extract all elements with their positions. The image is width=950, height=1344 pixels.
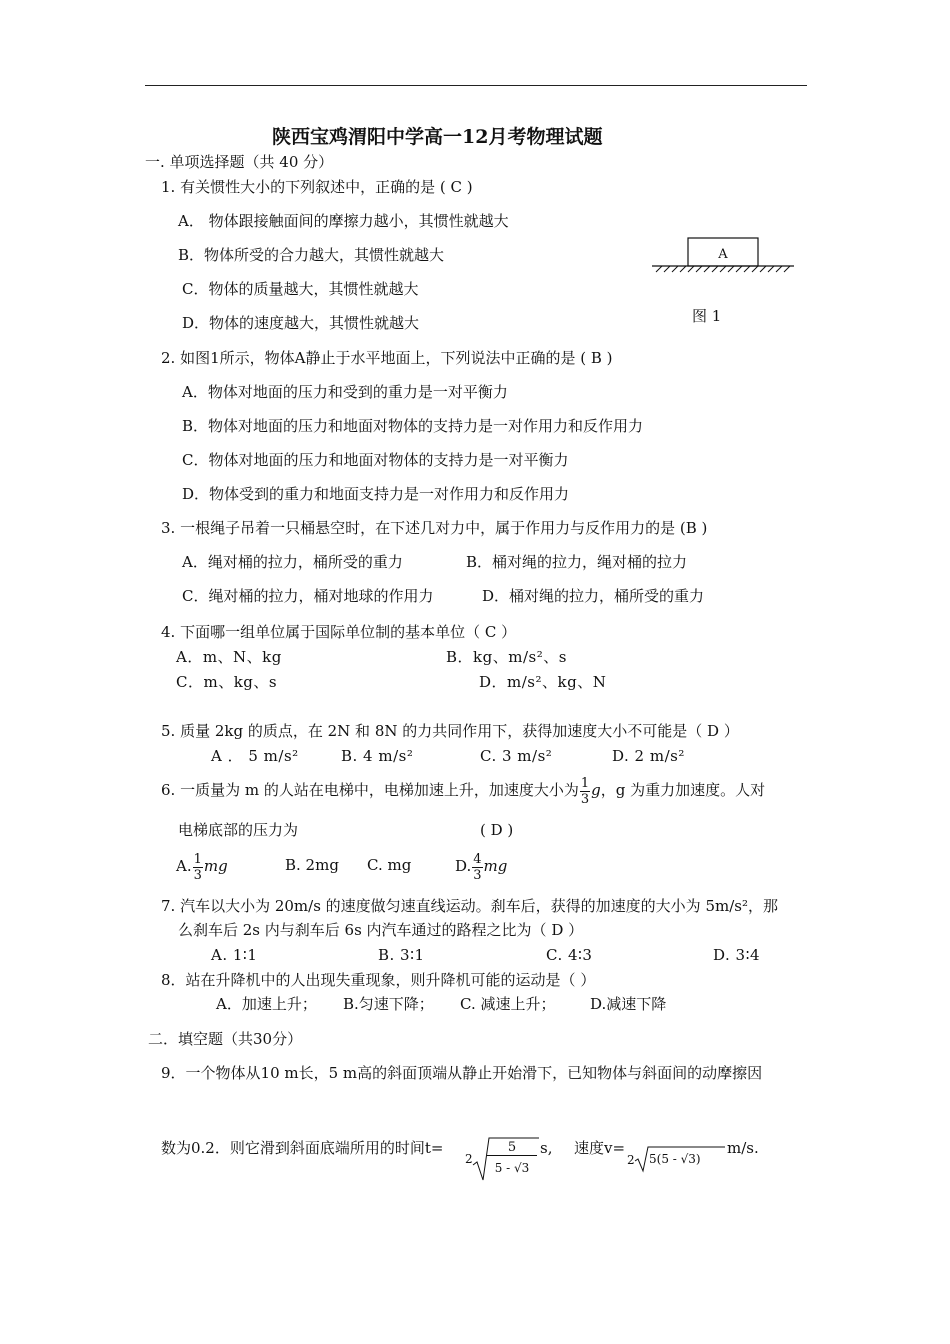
q7-option-d: D. 3∶4	[713, 946, 761, 964]
q3-option-d: D．桶对绳的拉力，桶所受的重力	[482, 587, 705, 605]
q6-option-d: D. $\frac{4}{3}$ mg	[455, 851, 508, 883]
q6-stem	[161, 771, 765, 809]
q7-stem-line2: 么刹车后 2s 内与刹车后 6s 内汽车通过的路程之比为（ D ）	[178, 921, 584, 939]
q9-time-den: 5 - √3	[494, 1161, 530, 1175]
figure-1-diagram	[648, 236, 798, 276]
q1-option-a: A． 物体跟接触面间的摩擦力越小，其惯性就越大	[178, 212, 509, 230]
q9-velocity-radicand: 5(5 - √3)	[649, 1152, 701, 1166]
q2-option-c: C．物体对地面的压力和地面对物体的支持力是一对平衡力	[182, 451, 569, 469]
q9-velocity-coef: 2	[627, 1153, 635, 1167]
q5-option-a: A ． 5 m/s²	[211, 747, 299, 765]
q6-option-a: A. $\frac{1}{3}$ mg	[176, 851, 228, 883]
section2-heading: 二．填空题（共30分）	[148, 1030, 303, 1048]
q6-fraction: $\frac{1}{3}$	[580, 775, 590, 807]
q8-option-d: D.减速下降	[590, 995, 667, 1013]
q6-stem-line2: 电梯底部的压力为	[178, 821, 299, 839]
page-title: 陕西宝鸡渭阳中学高一12月考物理试题	[272, 126, 603, 148]
q8-option-b: B.匀速下降；	[343, 995, 434, 1013]
block-a-label: A	[718, 247, 728, 262]
q1-option-b: B．物体所受的合力越大，其惯性就越大	[178, 246, 445, 264]
q4-stem: 4. 下面哪一组单位属于国际单位制的基本单位（ C ）	[161, 623, 517, 641]
ground-hatching	[656, 266, 790, 272]
q6-fraction-var: g	[591, 781, 601, 799]
figure-1-caption: 图 1	[692, 307, 722, 325]
q7-option-c: C. 4∶3	[546, 946, 593, 964]
section1-heading: 一. 单项选择题（共 40 分）	[145, 153, 334, 171]
q3-option-a: A．绳对桶的拉力，桶所受的重力	[182, 553, 403, 571]
q9-time-unit: s,	[540, 1139, 553, 1157]
q1-option-c: C．物体的质量越大，其惯性就越大	[182, 280, 419, 298]
q6-option-b: B. 2mg	[285, 856, 339, 874]
q4-option-a: A．m、N、kg	[176, 648, 282, 666]
q6-answer: ( D )	[480, 821, 514, 839]
q6-stem-pre: 6. 一质量为 m 的人站在电梯中，电梯加速上升，加速度大小为	[161, 781, 579, 799]
header-rule	[145, 85, 807, 86]
q7-option-a: A. 1∶1	[211, 946, 258, 964]
q2-option-b: B．物体对地面的压力和地面对物体的支持力是一对作用力和反作用力	[182, 417, 644, 435]
q6-option-c: C. mg	[367, 856, 412, 874]
q2-option-d: D．物体受到的重力和地面支持力是一对作用力和反作用力	[182, 485, 570, 503]
q4-option-d: D．m/s²、kg、N	[479, 673, 607, 691]
q7-option-b: B. 3∶1	[378, 946, 425, 964]
q6-stem-post: ，g 为重力加速度。人对	[600, 781, 766, 799]
q5-option-c: C. 3 m/s²	[480, 747, 553, 765]
q9-velocity-unit: m/s.	[727, 1139, 759, 1157]
q9-velocity-label: 速度v=	[574, 1139, 626, 1157]
q9-time-coef: 2	[465, 1152, 473, 1166]
q3-option-c: C．绳对桶的拉力，桶对地球的作用力	[182, 587, 434, 605]
q2-stem: 2. 如图1所示，物体A静止于水平地面上，下列说法中正确的是 ( B )	[161, 349, 613, 367]
q1-option-d: D．物体的速度越大，其惯性就越大	[182, 314, 420, 332]
q9-line1: 9．一个物体从10 m长，5 m高的斜面顶端从静止开始滑下，已知物体与斜面间的动摩擦因	[161, 1064, 763, 1082]
q2-option-a: A．物体对地面的压力和受到的重力是一对平衡力	[182, 383, 508, 401]
q8-option-a: A．加速上升；	[216, 995, 317, 1013]
q9-line2: 数为0.2．则它滑到斜面底端所用的时间t=	[161, 1139, 444, 1157]
q3-stem: 3. 一根绳子吊着一只桶悬空时，在下述几对力中，属于作用力与反作用力的是 (B )	[161, 519, 708, 537]
q9-velocity-formula	[627, 1145, 727, 1175]
q1-stem: 1. 有关惯性大小的下列叙述中，正确的是 ( C )	[161, 178, 473, 196]
q3-option-b: B．桶对绳的拉力，绳对桶的拉力	[466, 553, 688, 571]
q5-stem: 5. 质量 2kg 的质点，在 2N 和 8N 的力共同作用下，获得加速度大小不可能是（ D ）	[161, 722, 739, 740]
q5-option-b: B. 4 m/s²	[341, 747, 414, 765]
q4-option-b: B．kg、m/s²、s	[446, 648, 567, 666]
q7-stem-line1: 7. 汽车以大小为 20m/s 的速度做匀速直线运动。刹车后，获得的加速度的大小为 5m/s²，那	[161, 897, 778, 915]
q8-option-c: C. 减速上升；	[460, 995, 556, 1013]
q4-option-c: C．m、kg、s	[176, 673, 278, 691]
q5-option-d: D. 2 m/s²	[612, 747, 685, 765]
q9-time-formula	[465, 1135, 545, 1183]
q8-stem: 8．站在升降机中的人出现失重现象，则升降机可能的运动是（ ）	[161, 971, 596, 989]
q9-time-num: 5	[487, 1140, 537, 1156]
